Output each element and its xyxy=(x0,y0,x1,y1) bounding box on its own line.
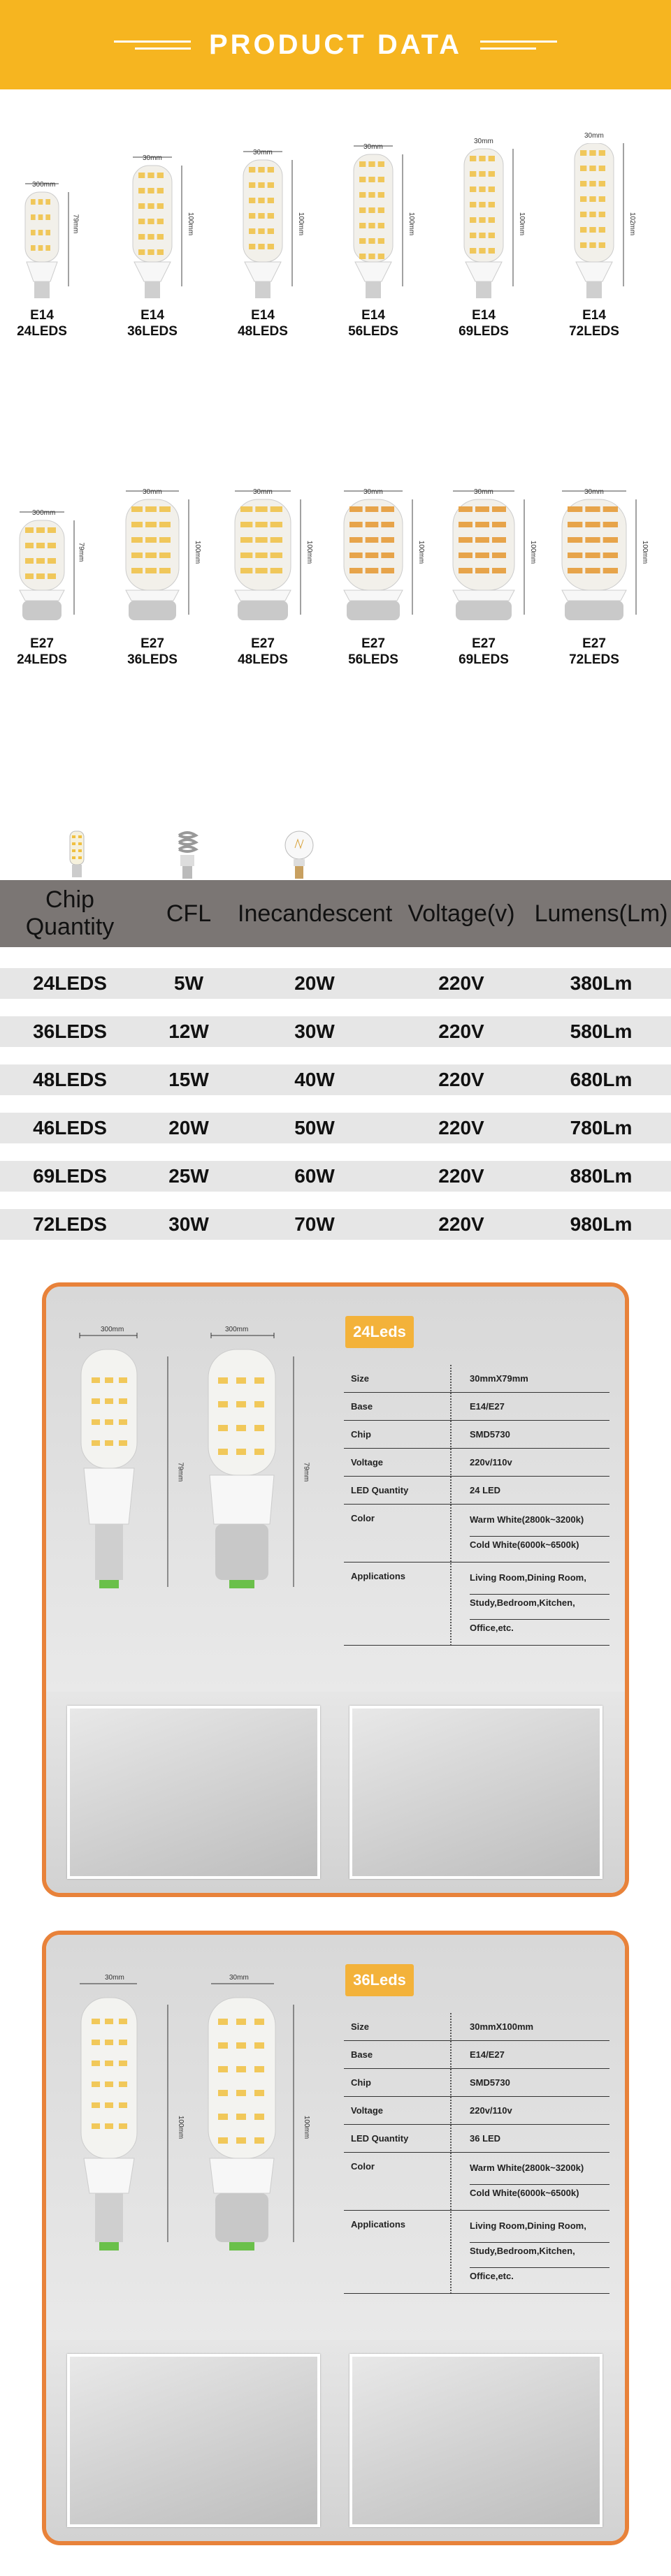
bulb-led-count: 56LEDS xyxy=(348,324,398,339)
spec-card-24leds xyxy=(42,1282,629,1897)
header-chip-quantity: Chip Quantity xyxy=(25,886,115,940)
card1-width-right: 300mm xyxy=(225,1326,249,1333)
bulb-led-count: 69LEDS xyxy=(459,324,509,339)
bulb-height-label: 100mm xyxy=(297,212,305,236)
bulb-caption xyxy=(228,307,298,339)
table-cell: 20W xyxy=(294,972,335,994)
card1-photo-e27 xyxy=(349,1706,603,1879)
card1-width-left: 300mm xyxy=(101,1326,124,1333)
card1-photos xyxy=(46,1692,625,1893)
table-cell: 25W xyxy=(168,1165,209,1187)
spec-key: Color xyxy=(351,2161,375,2172)
card2-height-left: 100mm xyxy=(177,2115,185,2139)
bulb-e14-3 xyxy=(328,143,419,304)
table-cell: 680Lm xyxy=(570,1069,633,1090)
bulb-led-count: 48LEDS xyxy=(238,652,288,667)
bulb-height-label: 100mm xyxy=(641,540,649,564)
card2-width-left: 30mm xyxy=(105,1974,124,1982)
spec-key: Color xyxy=(351,1513,375,1523)
table-cell: 220V xyxy=(438,1117,484,1139)
product-data-banner xyxy=(0,0,671,89)
spec-value: 30mmX79mm xyxy=(470,1373,528,1384)
bulb-height-label: 100mm xyxy=(417,540,426,564)
spec-row xyxy=(344,2125,609,2153)
spec-card-36leds xyxy=(42,1931,629,2545)
bulb-height-label: 100mm xyxy=(407,212,416,236)
spec-row xyxy=(344,2013,609,2041)
card2-bulbs-illustration xyxy=(60,1963,340,2326)
bulb-led-count: 36LEDS xyxy=(127,324,178,339)
table-cell: 780Lm xyxy=(570,1117,633,1139)
bulb-width-label: 30mm xyxy=(584,488,604,496)
card-upper-panel xyxy=(46,1935,625,2340)
bulb-width-label: 30mm xyxy=(253,149,273,156)
bulb-height-label: 100mm xyxy=(518,212,526,236)
banner-deco-right xyxy=(480,41,557,50)
header-lumens: Lumens(Lm) xyxy=(534,900,668,927)
table-row xyxy=(0,1209,671,1240)
bulb-e14-1 xyxy=(107,143,198,304)
table-cell: 380Lm xyxy=(570,972,633,994)
bulb-led-count: 24LEDS xyxy=(17,652,67,667)
bulb-width-label: 30mm xyxy=(363,143,383,151)
table-cell: 24LEDS xyxy=(33,972,107,994)
spec-value: Cold White(6000k~6500k) xyxy=(470,1539,579,1550)
table-row xyxy=(0,1113,671,1143)
card2-spec-table xyxy=(344,2013,609,2294)
card2-width-right: 30mm xyxy=(229,1974,249,1982)
banner-deco-left xyxy=(114,41,191,50)
table-cell: 72LEDS xyxy=(33,1213,107,1235)
table-row xyxy=(0,968,671,999)
spec-value: Living Room,Dining Room, xyxy=(470,1569,609,1595)
bulb-caption xyxy=(338,307,408,339)
card1-badge: 24Leds xyxy=(345,1316,414,1348)
bulb-height-label: 100mm xyxy=(187,212,195,236)
table-cell: 220V xyxy=(438,1165,484,1187)
spec-value: 220v/110v xyxy=(470,2105,512,2116)
bulb-base-type: E27 xyxy=(30,636,54,651)
bulb-height-label: 100mm xyxy=(529,540,537,564)
bulb-e14-5 xyxy=(549,143,640,304)
table-cell: 980Lm xyxy=(570,1213,633,1235)
card-upper-panel xyxy=(46,1287,625,1692)
spec-row xyxy=(344,1421,609,1449)
corn-bulb-icon xyxy=(64,830,89,881)
header-incandescent: Inecandescent xyxy=(238,900,393,927)
bulb-height-label: 79mm xyxy=(71,214,80,234)
bulb-height-label: 102mm xyxy=(628,212,637,236)
table-cell: 70W xyxy=(294,1213,335,1235)
spec-key: Voltage xyxy=(351,1457,383,1468)
cfl-bulb-icon xyxy=(173,830,201,881)
card2-badge: 36Leds xyxy=(345,1964,414,1996)
bulb-led-count: 48LEDS xyxy=(238,324,288,339)
table-cell: 20W xyxy=(168,1117,209,1139)
bulb-width-label: 300mm xyxy=(32,509,56,517)
bulb-width-label: 30mm xyxy=(143,488,162,496)
bulb-e27-0 xyxy=(0,471,87,632)
bulb-height-label: 100mm xyxy=(194,540,202,564)
bulb-caption xyxy=(449,307,519,339)
spec-value: 36 LED xyxy=(470,2133,501,2144)
bulb-base-type: E27 xyxy=(582,636,606,651)
bulb-base-type: E27 xyxy=(251,636,275,651)
spec-key: Base xyxy=(351,1401,373,1412)
incandescent-bulb-icon xyxy=(282,830,316,881)
table-cell: 48LEDS xyxy=(33,1069,107,1090)
comparison-table-header xyxy=(0,880,671,947)
spec-value: Living Room,Dining Room, xyxy=(470,2218,609,2243)
bulb-caption xyxy=(117,636,187,668)
spec-row xyxy=(344,1449,609,1477)
table-cell: 220V xyxy=(438,1213,484,1235)
e27-bulb-row xyxy=(0,464,671,667)
bulb-width-label: 30mm xyxy=(363,488,383,496)
spec-value: E14/E27 xyxy=(470,2049,505,2060)
table-cell: 880Lm xyxy=(570,1165,633,1187)
header-cfl: CFL xyxy=(166,900,212,927)
spec-row xyxy=(344,1365,609,1393)
bulb-led-count: 36LEDS xyxy=(127,652,178,667)
spec-value: Study,Bedroom,Kitchen, xyxy=(470,2243,609,2268)
bulb-base-type: E27 xyxy=(140,636,164,651)
card2-height-right: 100mm xyxy=(303,2115,311,2139)
bulb-base-type: E14 xyxy=(30,308,54,323)
table-cell: 46LEDS xyxy=(33,1117,107,1139)
bulb-width-label: 30mm xyxy=(253,488,273,496)
spec-key: LED Quantity xyxy=(351,1485,409,1495)
bulb-caption xyxy=(7,636,77,668)
bulb-base-type: E14 xyxy=(472,308,496,323)
spec-row xyxy=(344,2069,609,2097)
bulb-e14-2 xyxy=(217,143,308,304)
bulb-base-type: E14 xyxy=(251,308,275,323)
spec-value: E14/E27 xyxy=(470,1401,505,1412)
header-voltage: Voltage(v) xyxy=(407,900,515,927)
table-row xyxy=(0,1016,671,1047)
table-cell: 220V xyxy=(438,1069,484,1090)
spec-value: Study,Bedroom,Kitchen, xyxy=(470,1595,609,1620)
spec-value: 30mmX100mm xyxy=(470,2021,534,2032)
bulb-caption xyxy=(559,636,629,668)
spec-row-applications xyxy=(344,2211,609,2294)
bulb-width-label: 300mm xyxy=(32,181,56,189)
bulb-caption xyxy=(7,307,77,339)
spec-value: 220v/110v xyxy=(470,1457,512,1468)
card1-height-left: 79mm xyxy=(176,1462,185,1482)
spec-key: Size xyxy=(351,2021,370,2032)
spec-key: Chip xyxy=(351,2077,371,2088)
bulb-led-count: 72LEDS xyxy=(569,324,619,339)
spec-key: Voltage xyxy=(351,2105,383,2116)
spec-key: Applications xyxy=(351,1571,406,1581)
table-cell: 30W xyxy=(168,1213,209,1235)
bulb-height-label: 79mm xyxy=(77,542,85,562)
card2-photos xyxy=(46,2340,625,2541)
spec-row-color xyxy=(344,1505,609,1563)
spec-key: Size xyxy=(351,1373,370,1384)
bulb-caption xyxy=(449,636,519,668)
table-cell: 220V xyxy=(438,1020,484,1042)
bulb-width-label: 30mm xyxy=(143,154,162,162)
table-cell: 69LEDS xyxy=(33,1165,107,1187)
table-cell: 580Lm xyxy=(570,1020,633,1042)
bulb-caption xyxy=(559,307,629,339)
card2-photo-e14 xyxy=(349,2354,603,2527)
table-cell: 40W xyxy=(294,1069,335,1090)
spec-key: LED Quantity xyxy=(351,2133,409,2144)
bulb-base-type: E14 xyxy=(361,308,385,323)
spec-row-color xyxy=(344,2153,609,2211)
card1-height-right: 79mm xyxy=(302,1462,310,1482)
spec-value: Warm White(2800k~3200k) xyxy=(470,2160,609,2185)
bulb-led-count: 69LEDS xyxy=(459,652,509,667)
card1-bulbs-illustration xyxy=(60,1315,340,1678)
bulb-led-count: 24LEDS xyxy=(17,324,67,339)
bulb-height-label: 100mm xyxy=(305,540,314,564)
bulb-width-label: 30mm xyxy=(474,138,493,145)
spec-value: 24 LED xyxy=(470,1485,501,1495)
table-cell: 30W xyxy=(294,1020,335,1042)
bulb-base-type: E14 xyxy=(582,308,606,323)
spec-row xyxy=(344,2041,609,2069)
spec-value: Warm White(2800k~3200k) xyxy=(470,1512,609,1537)
bulb-caption xyxy=(338,636,408,668)
table-cell: 5W xyxy=(174,972,203,994)
banner-title: PRODUCT DATA xyxy=(208,29,463,60)
table-row xyxy=(0,1161,671,1192)
spec-row xyxy=(344,2097,609,2125)
bulb-width-label: 30mm xyxy=(474,488,493,496)
spec-value: Cold White(6000k~6500k) xyxy=(470,2188,579,2198)
spec-value: Office,etc. xyxy=(470,2271,514,2281)
table-cell: 60W xyxy=(294,1165,335,1187)
card1-spec-table xyxy=(344,1365,609,1646)
spec-value: SMD5730 xyxy=(470,1429,510,1440)
spec-row xyxy=(344,1477,609,1505)
bulb-caption xyxy=(228,636,298,668)
bulb-base-type: E27 xyxy=(361,636,385,651)
bulb-caption xyxy=(117,307,187,339)
table-cell: 50W xyxy=(294,1117,335,1139)
table-cell: 220V xyxy=(438,972,484,994)
table-cell: 12W xyxy=(168,1020,209,1042)
spec-row xyxy=(344,1393,609,1421)
bulb-led-count: 72LEDS xyxy=(569,652,619,667)
bulb-e14-4 xyxy=(438,143,529,304)
spec-key: Chip xyxy=(351,1429,371,1440)
card1-photo-e14 xyxy=(67,1706,320,1879)
bulb-base-type: E27 xyxy=(472,636,496,651)
bulb-width-label: 30mm xyxy=(584,132,604,140)
spec-row-applications xyxy=(344,1563,609,1646)
spec-key: Applications xyxy=(351,2219,406,2230)
spec-value: Office,etc. xyxy=(470,1623,514,1633)
table-cell: 15W xyxy=(168,1069,209,1090)
spec-value: SMD5730 xyxy=(470,2077,510,2088)
e14-bulb-row xyxy=(0,132,671,339)
table-row xyxy=(0,1064,671,1095)
bulb-led-count: 56LEDS xyxy=(348,652,398,667)
table-cell: 36LEDS xyxy=(33,1020,107,1042)
spec-key: Base xyxy=(351,2049,373,2060)
card2-photo-e27 xyxy=(67,2354,320,2527)
bulb-base-type: E14 xyxy=(140,308,164,323)
